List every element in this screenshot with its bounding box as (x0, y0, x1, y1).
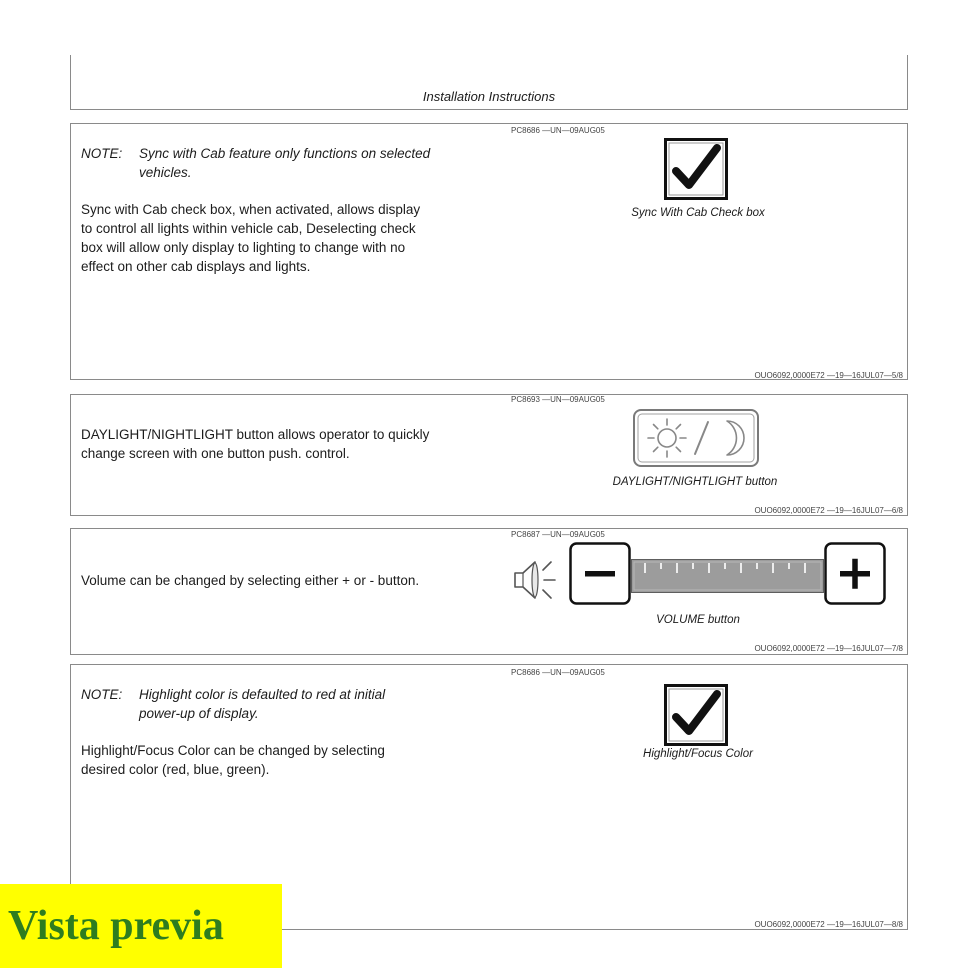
checkbox-checked-icon (664, 138, 728, 200)
body-text (81, 571, 419, 590)
note (81, 685, 385, 723)
body-line: effect on other cab displays and lights. (81, 259, 311, 274)
instruction-block-sync-with-cab (70, 123, 908, 380)
body-line: change screen with one button push. control. (81, 446, 350, 461)
note-text (139, 144, 430, 182)
checkbox-checked-icon (664, 684, 728, 746)
note (81, 144, 430, 182)
volume-slider (631, 559, 824, 593)
figure-id: PC8686 —UN—09AUG05 (511, 126, 605, 135)
note-line: Highlight color is defaulted to red at initial (139, 687, 386, 702)
page-title: Installation Instructions (422, 89, 556, 104)
body-line: Volume can be changed by selecting either + or - button. (81, 573, 420, 588)
body-text (81, 741, 385, 779)
body-line: Highlight/Focus Color can be changed by selecting (81, 743, 385, 758)
body-line: desired color (red, blue, green). (81, 762, 270, 777)
note-label: NOTE: (81, 146, 123, 161)
sun-icon (648, 419, 686, 457)
footer-reference: OUO6092,0000E72 —19—16JUL07—5/8 (754, 371, 903, 380)
page-header (70, 55, 908, 110)
body-line: box will allow only display to lighting to change with no (81, 240, 406, 255)
speaker-icon (511, 556, 565, 604)
body-line: DAYLIGHT/NIGHTLIGHT button allows operator to quickly (81, 427, 430, 442)
note-label: NOTE: (81, 687, 123, 702)
footer-reference: OUO6092,0000E72 —19—16JUL07—8/8 (754, 920, 903, 929)
body-line: Sync with Cab check box, when activated, allows display (81, 202, 421, 217)
body-line: to control all lights within vehicle cab, Deselecting check (81, 221, 416, 236)
footer-reference: OUO6092,0000E72 —19—16JUL07—6/8 (754, 506, 903, 515)
note-line: Sync with Cab feature only functions on selected (139, 146, 431, 161)
figure-caption: DAYLIGHT/NIGHTLIGHT button (612, 476, 778, 488)
instruction-block-volume (70, 528, 908, 655)
daylight-nightlight-button-illustration (633, 409, 759, 467)
body-text (81, 200, 420, 276)
figure-caption: Sync With Cab Check box (631, 207, 765, 219)
figure-id: PC8687 —UN—09AUG05 (511, 530, 605, 539)
figure-caption: Highlight/Focus Color (643, 748, 753, 760)
note-text (139, 685, 385, 723)
minus-icon (569, 542, 631, 605)
footer-reference: OUO6092,0000E72 —19—16JUL07—7/8 (754, 644, 903, 653)
plus-icon (824, 542, 886, 605)
note-line: power-up of display. (139, 706, 259, 721)
instruction-block-daylight-nightlight (70, 394, 908, 516)
figure-id: PC8686 —UN—09AUG05 (511, 668, 605, 677)
watermark-label: Vista previa (8, 903, 224, 949)
figure-id: PC8693 —UN—09AUG05 (511, 395, 605, 404)
body-text (81, 425, 429, 463)
note-line: vehicles. (139, 165, 192, 180)
preview-watermark (0, 884, 282, 968)
figure-caption: VOLUME button (656, 614, 740, 626)
